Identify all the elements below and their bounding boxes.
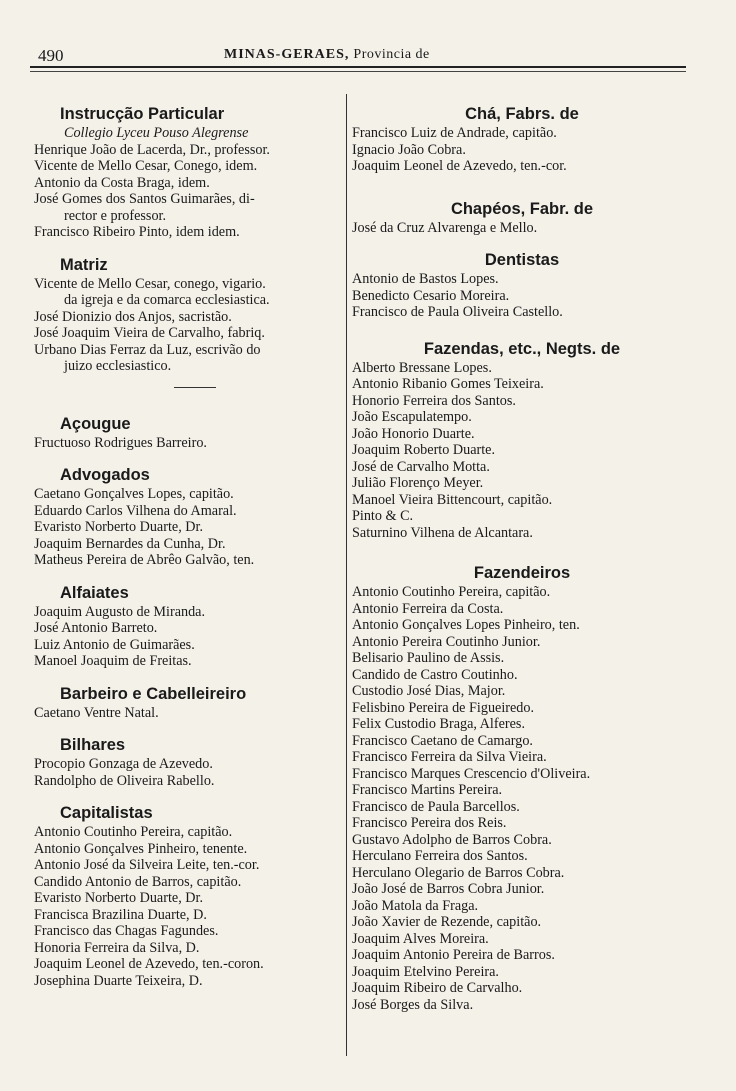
directory-entry: Joaquim Antonio Pereira de Barros. bbox=[352, 947, 555, 963]
directory-entry: Joaquim Alves Moreira. bbox=[352, 930, 489, 947]
directory-entry: José Dionizio dos Anjos, sacristão. bbox=[34, 308, 232, 325]
directory-entry: João Xavier de Rezende, capitão. bbox=[352, 914, 542, 930]
directory-entry: Francisco Caetano de Camargo. bbox=[352, 732, 533, 749]
directory-entry: Antonio Coutinho Pereira, capitão. bbox=[352, 584, 551, 600]
directory-section bbox=[34, 414, 344, 452]
directory-entry: Custodio José Dias, Major. bbox=[352, 683, 506, 699]
directory-entry: Herculano Ferreira dos Santos. bbox=[352, 848, 528, 864]
directory-entry: Antonio Coutinho Pereira, capitão. bbox=[34, 824, 233, 840]
right-column bbox=[352, 94, 692, 1013]
header-rule bbox=[30, 66, 686, 68]
directory-entry: Fructuoso Rodrigues Barreiro. bbox=[34, 434, 207, 451]
section-heading: Fazendeiros bbox=[473, 564, 571, 582]
directory-entry: Honorio Ferreira dos Santos. bbox=[352, 392, 516, 409]
directory-entry: Felix Custodio Braga, Alferes. bbox=[352, 716, 525, 732]
page-header bbox=[34, 46, 684, 68]
directory-section bbox=[34, 684, 344, 722]
directory-entry: Alberto Bressane Lopes. bbox=[352, 359, 492, 376]
directory-section bbox=[34, 255, 344, 375]
section-heading: Chá, Fabrs. de bbox=[465, 105, 579, 123]
directory-entry: Gustavo Adolpho de Barros Cobra. bbox=[352, 831, 552, 848]
directory-entry: Antonio Pereira Coutinho Junior. bbox=[352, 633, 541, 650]
directory-entry: da igreja e da comarca ecclesiastica. bbox=[64, 292, 270, 308]
directory-entry: Procopio Gonzaga de Azevedo. bbox=[34, 756, 213, 772]
directory-entry: Luiz Antonio de Guimarães. bbox=[34, 636, 195, 653]
directory-entry: Belisario Paulino de Assis. bbox=[352, 650, 505, 666]
directory-section bbox=[34, 735, 344, 789]
section-heading: Alfaiates bbox=[60, 583, 129, 602]
directory-entry: Caetano Ventre Natal. bbox=[34, 704, 159, 721]
directory-section bbox=[352, 250, 692, 321]
directory-entry: Evaristo Norberto Duarte, Dr. bbox=[34, 519, 204, 535]
directory-entry: juizo ecclesiastico. bbox=[64, 358, 172, 374]
directory-entry: Francisco Ferreira da Silva Vieira. bbox=[352, 749, 547, 765]
left-column bbox=[34, 94, 344, 989]
section-heading: Bilhares bbox=[60, 736, 126, 754]
directory-entry: José da Cruz Alvarenga e Mello. bbox=[352, 219, 538, 236]
running-title-main: MINAS-GERAES, bbox=[224, 47, 350, 62]
directory-entry: Henrique João de Lacerda, Dr., professor. bbox=[34, 141, 270, 158]
directory-entry: Francisco Ribeiro Pinto, idem idem. bbox=[34, 224, 240, 240]
directory-entry: Francisco das Chagas Fagundes. bbox=[34, 923, 219, 939]
directory-entry: Francisco Luiz de Andrade, capitão. bbox=[352, 125, 557, 141]
directory-entry: Josephina Duarte Teixeira, D. bbox=[34, 972, 203, 989]
section-heading: Chapéos, Fabr. de bbox=[450, 199, 594, 218]
directory-entry: Urbano Dias Ferraz da Luz, escrivão do bbox=[34, 341, 261, 358]
directory-section bbox=[352, 339, 692, 542]
directory-section bbox=[352, 104, 692, 175]
directory-entry: José Antonio Barreto. bbox=[34, 620, 158, 636]
directory-entry: rector e professor. bbox=[64, 207, 167, 224]
section-separator-rule bbox=[174, 387, 216, 388]
running-title-sub: Provincia de bbox=[353, 47, 430, 62]
directory-entry: Joaquim Augusto de Miranda. bbox=[34, 603, 206, 620]
directory-entry: José Joaquim Vieira de Carvalho, fabriq. bbox=[34, 325, 265, 341]
directory-entry: Antonio da Costa Braga, idem. bbox=[34, 174, 210, 191]
directory-entry: Eduardo Carlos Vilhena do Amaral. bbox=[34, 502, 237, 519]
running-title bbox=[224, 47, 430, 63]
directory-entry: Vicente de Mello Cesar, conego, vigario. bbox=[34, 275, 266, 292]
section-heading: Fazendas, etc., Negts. de bbox=[423, 339, 621, 358]
directory-entry: Joaquim Roberto Duarte. bbox=[352, 442, 496, 458]
directory-entry: Francisco Marques Crescencio d'Oliveira. bbox=[352, 765, 591, 782]
directory-entry: Randolpho de Oliveira Rabello. bbox=[34, 772, 215, 789]
directory-entry: João Matola da Fraga. bbox=[352, 897, 479, 914]
directory-entry: Antonio Gonçalves Pinheiro, tenente. bbox=[34, 840, 248, 857]
directory-entry: João Honorio Duarte. bbox=[352, 425, 475, 442]
directory-section bbox=[34, 583, 344, 670]
directory-section bbox=[352, 199, 692, 237]
directory-entry: Francisco Martins Pereira. bbox=[352, 782, 503, 798]
directory-entry: Honoria Ferreira da Silva, D. bbox=[34, 939, 200, 956]
directory-entry: Candido de Castro Coutinho. bbox=[352, 666, 518, 683]
directory-entry: Saturnino Vilhena de Alcantara. bbox=[352, 524, 533, 541]
directory-entry: Antonio José da Silveira Leite, ten.-cor. bbox=[34, 857, 260, 873]
section-heading: Açougue bbox=[60, 414, 131, 433]
directory-entry: Caetano Gonçalves Lopes, capitão. bbox=[34, 486, 234, 502]
directory-entry: Herculano Olegario de Barros Cobra. bbox=[352, 864, 565, 881]
directory-entry: Joaquim Bernardes da Cunha, Dr. bbox=[34, 535, 226, 552]
directory-entry: Joaquim Leonel de Azevedo, ten.-cor. bbox=[352, 158, 567, 174]
directory-section bbox=[34, 465, 344, 569]
directory-entry: Francisco de Paula Barcellos. bbox=[352, 798, 520, 815]
directory-entry: Antonio Ribanio Gomes Teixeira. bbox=[352, 376, 544, 392]
section-heading: Instrucção Particular bbox=[60, 105, 225, 123]
directory-entry: Francisca Brazilina Duarte, D. bbox=[34, 906, 207, 923]
directory-entry: Francisco de Paula Oliveira Castello. bbox=[352, 304, 563, 320]
directory-entry: Antonio Ferreira da Costa. bbox=[352, 600, 504, 617]
directory-entry: Manoel Joaquim de Freitas. bbox=[34, 653, 192, 669]
directory-entry: Joaquim Etelvino Pereira. bbox=[352, 963, 499, 980]
directory-entry: Candido Antonio de Barros, capitão. bbox=[34, 873, 242, 890]
directory-entry: Joaquim Leonel de Azevedo, ten.-coron. bbox=[34, 956, 264, 972]
directory-entry: Francisco Pereira dos Reis. bbox=[352, 815, 507, 831]
directory-entry: Julião Florenço Meyer. bbox=[352, 475, 484, 491]
directory-entry: Collegio Lyceu Pouso Alegrense bbox=[64, 125, 249, 141]
directory-entry: José Borges da Silva. bbox=[352, 996, 474, 1013]
directory-entry: Matheus Pereira de Abrêo Galvão, ten. bbox=[34, 552, 255, 568]
directory-entry: João José de Barros Cobra Junior. bbox=[352, 881, 545, 897]
directory-entry: Joaquim Ribeiro de Carvalho. bbox=[352, 980, 523, 996]
section-heading: Barbeiro e Cabelleireiro bbox=[60, 684, 247, 703]
directory-section bbox=[352, 563, 692, 1013]
section-heading: Capitalistas bbox=[60, 804, 153, 822]
directory-entry: Antonio Gonçalves Lopes Pinheiro, ten. bbox=[352, 617, 580, 633]
section-heading: Matriz bbox=[60, 255, 108, 274]
directory-section bbox=[34, 104, 344, 241]
directory-entry: Felisbino Pereira de Figueiredo. bbox=[352, 699, 535, 716]
directory-entry: Ignacio João Cobra. bbox=[352, 141, 466, 158]
directory-entry: Benedicto Cesario Moreira. bbox=[352, 287, 510, 304]
page-number: 490 bbox=[38, 46, 64, 65]
directory-entry: João Escapulatempo. bbox=[352, 409, 472, 425]
column-divider bbox=[346, 94, 347, 1056]
directory-entry: Vicente de Mello Cesar, Conego, idem. bbox=[34, 158, 258, 174]
directory-entry: José de Carvalho Motta. bbox=[352, 458, 490, 475]
directory-entry: José Gomes dos Santos Guimarães, di- bbox=[34, 191, 255, 207]
directory-entry: Antonio de Bastos Lopes. bbox=[352, 271, 499, 287]
section-heading: Dentistas bbox=[484, 251, 560, 269]
section-heading: Advogados bbox=[60, 466, 150, 484]
directory-entry: Pinto & C. bbox=[352, 508, 414, 524]
directory-entry: Evaristo Norberto Duarte, Dr. bbox=[34, 890, 204, 906]
header-rule-thin bbox=[30, 71, 686, 72]
directory-section bbox=[34, 803, 344, 989]
directory-entry: Manoel Vieira Bittencourt, capitão. bbox=[352, 491, 553, 508]
